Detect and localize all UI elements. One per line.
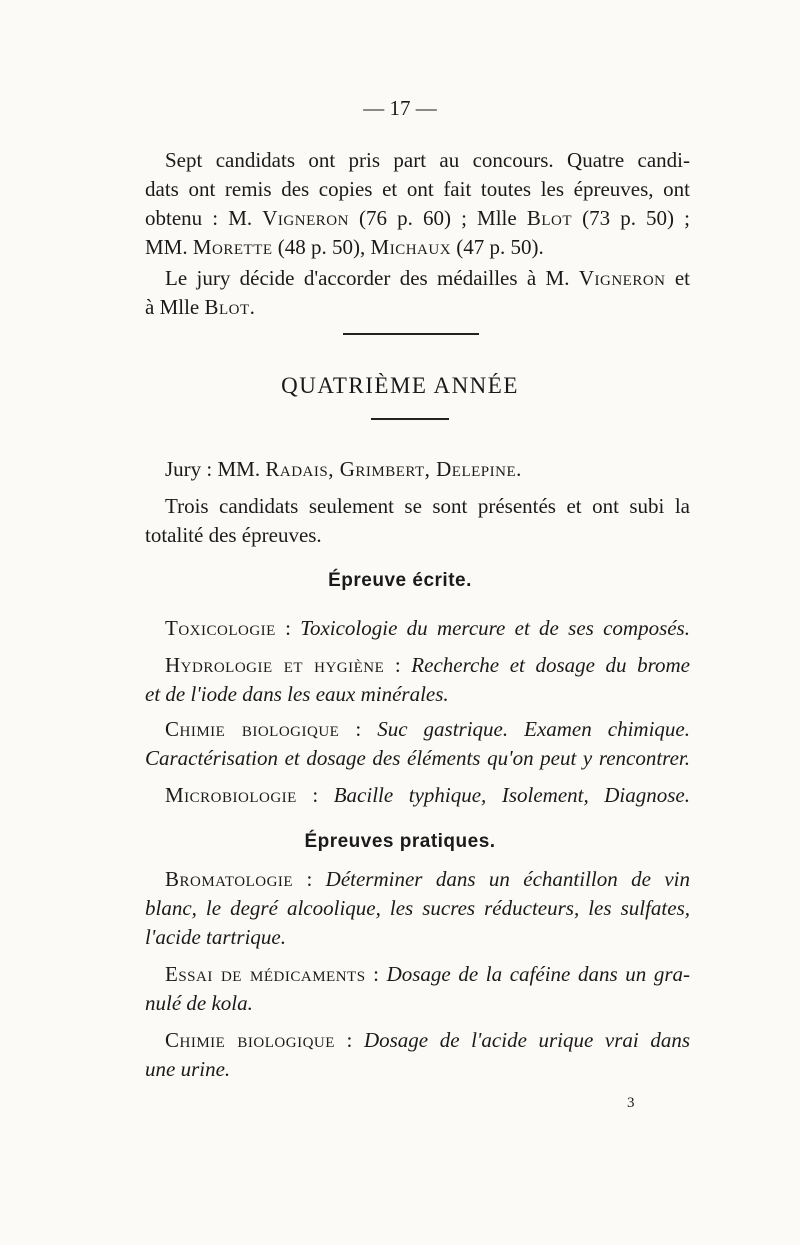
exam-toxicologie: Toxicologie : Toxicologie du mercure et de ses composés. xyxy=(165,616,690,640)
divider-rule xyxy=(343,333,479,335)
text-line: MM. Morette (48 p. 50), Michaux (47 p. 50). xyxy=(145,235,544,259)
divider-rule xyxy=(371,418,449,420)
text-line: totalité des épreuves. xyxy=(145,523,322,547)
text-line: blanc, le degré alcoolique, les sucres réducteurs, les sulfates, xyxy=(145,896,690,920)
subsection-title: Épreuve écrite. xyxy=(328,570,472,591)
text-line: dats ont remis des copies et ont fait toutes les épreuves, ont xyxy=(145,177,690,201)
signature-mark: 3 xyxy=(627,1095,635,1111)
text-line: Sept candidats ont pris part au concours. Quatre candi- xyxy=(165,148,690,172)
page-number-header: — 17 — xyxy=(363,96,437,120)
text-line: à Mlle Blot. xyxy=(145,295,255,319)
text-line: une urine. xyxy=(145,1057,231,1081)
jury-line: Jury : MM. Radais, Grimbert, Delepine. xyxy=(165,457,522,481)
subsection-title: Épreuves pratiques. xyxy=(304,831,496,852)
section-title: QUATRIÈME ANNÉE xyxy=(281,373,519,398)
exam-chimie-biologique: Chimie biologique : Suc gastrique. Examen chimique. xyxy=(165,717,690,741)
text-line: et de l'iode dans les eaux minérales. xyxy=(145,682,449,706)
exam-hydrologie: Hydrologie et hygiène : Recherche et dosage du brome xyxy=(165,653,690,677)
exam-essai-medicaments: Essai de médicaments : Dosage de la caféine dans un gra- xyxy=(165,962,690,986)
text-line: nulé de kola. xyxy=(145,991,253,1015)
text-line: Caractérisation et dosage des éléments qu'on peut y rencontrer. xyxy=(145,746,690,770)
exam-bromatologie: Bromatologie : Déterminer dans un échantillon de vin xyxy=(165,867,690,891)
text-line: obtenu : M. Vigneron (76 p. 60) ; Mlle Blot (73 p. 50) ; xyxy=(145,206,690,230)
exam-chimie-biologique-pratique: Chimie biologique : Dosage de l'acide urique vrai dans xyxy=(165,1028,691,1052)
text-line: l'acide tartrique. xyxy=(145,925,286,949)
text-line: Trois candidats seulement se sont présentés et ont subi la xyxy=(165,494,690,518)
text-line: Le jury décide d'accorder des médailles à M. Vigneron et xyxy=(165,266,691,290)
exam-microbiologie: Microbiologie : Bacille typhique, Isolement, Diagnose. xyxy=(165,783,690,807)
